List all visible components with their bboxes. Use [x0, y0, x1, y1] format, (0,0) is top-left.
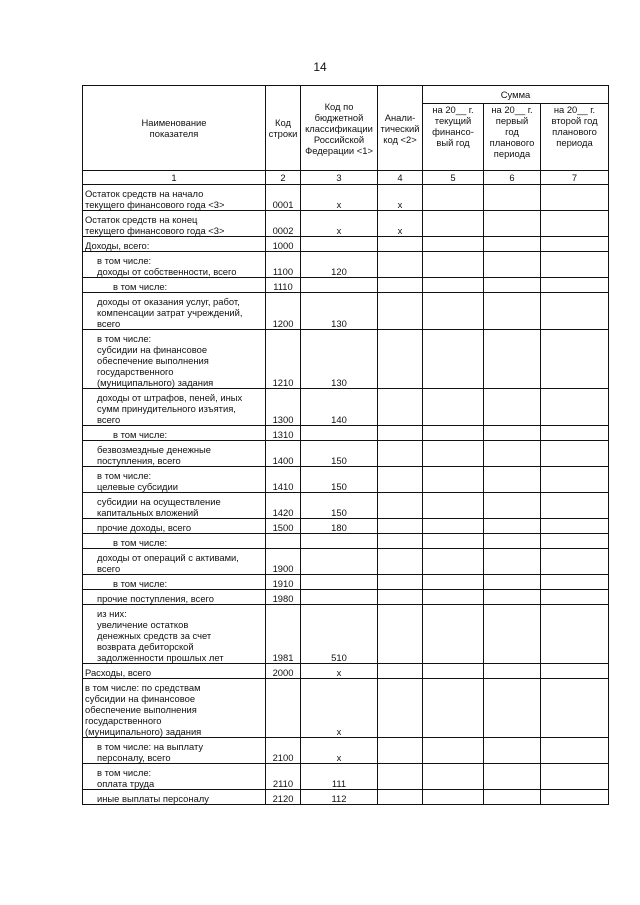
row-budget-code [301, 278, 378, 293]
row-name: в том числе: [83, 278, 266, 293]
row-sum-plan-2 [541, 185, 609, 211]
table-row [83, 764, 609, 790]
column-number-row [83, 171, 609, 185]
row-code: 2120 [266, 790, 301, 805]
row-analytic-code [378, 330, 423, 389]
row-sum-plan-1 [484, 252, 541, 278]
row-code: 1981 [266, 605, 301, 664]
row-code: 1500 [266, 519, 301, 534]
table-row [83, 575, 609, 590]
column-number: 5 [423, 171, 484, 185]
row-code: 1310 [266, 426, 301, 441]
row-budget-code: x [301, 185, 378, 211]
row-analytic-code: x [378, 211, 423, 237]
row-name: в том числе: доходы от собственности, всего [83, 252, 266, 278]
row-sum-plan-2 [541, 467, 609, 493]
row-budget-code: x [301, 738, 378, 764]
row-analytic-code [378, 764, 423, 790]
row-code: 1900 [266, 549, 301, 575]
row-name: из них: увеличение остатков денежных средств за счет возврата дебиторской задолженности прошлых лет [83, 605, 266, 664]
row-name: Остаток средств на конец текущего финансового года <3> [83, 211, 266, 237]
row-sum-plan-2 [541, 664, 609, 679]
row-code: 1200 [266, 293, 301, 330]
row-analytic-code [378, 679, 423, 738]
row-analytic-code [378, 237, 423, 252]
header-year-current: на 20__ г. текущий финансо- вый год [423, 104, 484, 171]
row-code: 2110 [266, 764, 301, 790]
row-code: 1420 [266, 493, 301, 519]
row-sum-plan-1 [484, 519, 541, 534]
header-year-plan-2: на 20__ г. второй год планового периода [541, 104, 609, 171]
row-sum-current [423, 764, 484, 790]
row-analytic-code [378, 426, 423, 441]
column-number: 6 [484, 171, 541, 185]
row-sum-current [423, 790, 484, 805]
row-code: 2100 [266, 738, 301, 764]
row-budget-code: 150 [301, 493, 378, 519]
row-code: 1000 [266, 237, 301, 252]
row-budget-code [301, 237, 378, 252]
row-sum-plan-2 [541, 790, 609, 805]
column-number: 4 [378, 171, 423, 185]
table-row [83, 738, 609, 764]
row-sum-plan-1 [484, 679, 541, 738]
row-sum-plan-1 [484, 389, 541, 426]
table-row [83, 664, 609, 679]
row-budget-code [301, 549, 378, 575]
row-sum-plan-2 [541, 211, 609, 237]
row-sum-current [423, 605, 484, 664]
financial-plan-table [82, 85, 609, 805]
table-row [83, 549, 609, 575]
row-code [266, 679, 301, 738]
row-sum-plan-2 [541, 493, 609, 519]
row-sum-plan-1 [484, 293, 541, 330]
row-budget-code: 180 [301, 519, 378, 534]
header-sum: Сумма [423, 86, 609, 104]
row-analytic-code [378, 534, 423, 549]
row-sum-plan-2 [541, 330, 609, 389]
row-code: 0001 [266, 185, 301, 211]
row-code: 1110 [266, 278, 301, 293]
row-analytic-code [378, 389, 423, 426]
row-code: 1210 [266, 330, 301, 389]
row-code: 1300 [266, 389, 301, 426]
row-budget-code [301, 534, 378, 549]
row-budget-code [301, 426, 378, 441]
row-sum-plan-2 [541, 441, 609, 467]
table-body [83, 185, 609, 805]
row-sum-plan-1 [484, 764, 541, 790]
row-sum-current [423, 426, 484, 441]
row-sum-plan-2 [541, 426, 609, 441]
column-number: 1 [83, 171, 266, 185]
row-sum-plan-2 [541, 278, 609, 293]
row-budget-code [301, 590, 378, 605]
table-row [83, 278, 609, 293]
row-budget-code [301, 575, 378, 590]
row-sum-plan-2 [541, 764, 609, 790]
row-name: субсидии на осуществление капитальных вложений [83, 493, 266, 519]
row-analytic-code [378, 549, 423, 575]
row-name: в том числе: на выплату персоналу, всего [83, 738, 266, 764]
row-sum-current [423, 389, 484, 426]
row-code: 1410 [266, 467, 301, 493]
table-row [83, 211, 609, 237]
row-name: доходы от оказания услуг, работ, компенсации затрат учреждений, всего [83, 293, 266, 330]
row-sum-current [423, 664, 484, 679]
row-analytic-code [378, 575, 423, 590]
row-budget-code: x [301, 679, 378, 738]
row-sum-plan-2 [541, 575, 609, 590]
column-number: 3 [301, 171, 378, 185]
row-sum-plan-2 [541, 237, 609, 252]
row-name: доходы от операций с активами, всего [83, 549, 266, 575]
row-sum-plan-1 [484, 211, 541, 237]
row-analytic-code [378, 493, 423, 519]
row-sum-plan-2 [541, 293, 609, 330]
row-sum-plan-1 [484, 534, 541, 549]
row-sum-plan-1 [484, 467, 541, 493]
row-sum-plan-2 [541, 252, 609, 278]
row-code: 1910 [266, 575, 301, 590]
row-analytic-code [378, 664, 423, 679]
table-row [83, 389, 609, 426]
row-sum-current [423, 493, 484, 519]
table-row [83, 519, 609, 534]
row-name: в том числе: субсидии на финансовое обеспечение выполнения государственного (муниципального) задания [83, 330, 266, 389]
row-code: 1100 [266, 252, 301, 278]
table-row [83, 441, 609, 467]
row-sum-current [423, 278, 484, 293]
row-sum-current [423, 549, 484, 575]
row-name: доходы от штрафов, пеней, иных сумм принудительного изъятия, всего [83, 389, 266, 426]
row-sum-current [423, 519, 484, 534]
row-name: в том числе: [83, 534, 266, 549]
row-budget-code: 120 [301, 252, 378, 278]
table-row [83, 237, 609, 252]
table-row [83, 330, 609, 389]
row-budget-code: 112 [301, 790, 378, 805]
row-sum-current [423, 467, 484, 493]
row-sum-plan-1 [484, 549, 541, 575]
row-analytic-code [378, 278, 423, 293]
row-sum-current [423, 252, 484, 278]
row-code: 0002 [266, 211, 301, 237]
header-name: Наименование показателя [83, 86, 266, 171]
row-sum-plan-1 [484, 441, 541, 467]
row-analytic-code: x [378, 185, 423, 211]
row-analytic-code [378, 738, 423, 764]
table-row [83, 185, 609, 211]
table-row [83, 590, 609, 605]
row-sum-current [423, 679, 484, 738]
row-sum-plan-1 [484, 278, 541, 293]
row-sum-current [423, 534, 484, 549]
row-name: в том числе: по средствам субсидии на финансовое обеспечение выполнения государственного (муниципального) задания [83, 679, 266, 738]
column-number: 2 [266, 171, 301, 185]
row-sum-plan-1 [484, 590, 541, 605]
row-budget-code: 510 [301, 605, 378, 664]
row-budget-code: 140 [301, 389, 378, 426]
row-name: иные выплаты персоналу [83, 790, 266, 805]
row-sum-plan-1 [484, 185, 541, 211]
row-sum-plan-2 [541, 679, 609, 738]
row-analytic-code [378, 790, 423, 805]
row-analytic-code [378, 467, 423, 493]
row-sum-plan-2 [541, 534, 609, 549]
row-sum-plan-1 [484, 493, 541, 519]
row-sum-current [423, 575, 484, 590]
row-name: Расходы, всего [83, 664, 266, 679]
header-analytic-code: Анали- тический код <2> [378, 86, 423, 171]
row-sum-plan-1 [484, 605, 541, 664]
row-code [266, 534, 301, 549]
row-sum-current [423, 211, 484, 237]
row-sum-plan-1 [484, 738, 541, 764]
row-analytic-code [378, 441, 423, 467]
row-sum-plan-2 [541, 519, 609, 534]
table-row [83, 605, 609, 664]
row-analytic-code [378, 293, 423, 330]
row-sum-plan-1 [484, 330, 541, 389]
row-sum-current [423, 738, 484, 764]
table-row [83, 293, 609, 330]
row-analytic-code [378, 605, 423, 664]
row-budget-code: x [301, 664, 378, 679]
row-budget-code: 130 [301, 293, 378, 330]
table-row [83, 679, 609, 738]
table-row [83, 467, 609, 493]
row-analytic-code [378, 590, 423, 605]
table-row [83, 534, 609, 549]
row-name: безвозмездные денежные поступления, всего [83, 441, 266, 467]
page-number: 14 [313, 60, 327, 74]
row-sum-current [423, 237, 484, 252]
row-name: Остаток средств на начало текущего финансового года <3> [83, 185, 266, 211]
row-budget-code: x [301, 211, 378, 237]
row-sum-current [423, 441, 484, 467]
header-line-code: Код строки [266, 86, 301, 171]
row-analytic-code [378, 519, 423, 534]
row-name: прочие доходы, всего [83, 519, 266, 534]
row-sum-current [423, 590, 484, 605]
row-budget-code: 130 [301, 330, 378, 389]
row-sum-plan-1 [484, 790, 541, 805]
row-sum-plan-2 [541, 738, 609, 764]
row-budget-code: 111 [301, 764, 378, 790]
table-row [83, 790, 609, 805]
row-sum-current [423, 293, 484, 330]
row-name: в том числе: оплата труда [83, 764, 266, 790]
row-budget-code: 150 [301, 467, 378, 493]
row-sum-current [423, 330, 484, 389]
row-sum-plan-1 [484, 237, 541, 252]
row-name: в том числе: [83, 426, 266, 441]
table-row [83, 426, 609, 441]
row-sum-plan-2 [541, 590, 609, 605]
row-name: прочие поступления, всего [83, 590, 266, 605]
row-sum-plan-1 [484, 426, 541, 441]
row-sum-plan-2 [541, 389, 609, 426]
column-number: 7 [541, 171, 609, 185]
row-code: 1980 [266, 590, 301, 605]
row-name: в том числе: целевые субсидии [83, 467, 266, 493]
row-sum-plan-2 [541, 549, 609, 575]
row-code: 1400 [266, 441, 301, 467]
header-budget-code: Код по бюджетной классификации Российской Федерации <1> [301, 86, 378, 171]
table-row [83, 252, 609, 278]
row-sum-plan-1 [484, 664, 541, 679]
row-analytic-code [378, 252, 423, 278]
row-code: 2000 [266, 664, 301, 679]
header-year-plan-1: на 20__ г. первый год планового периода [484, 104, 541, 171]
row-sum-current [423, 185, 484, 211]
row-sum-plan-2 [541, 605, 609, 664]
row-name: в том числе: [83, 575, 266, 590]
table-row [83, 493, 609, 519]
row-sum-plan-1 [484, 575, 541, 590]
row-name: Доходы, всего: [83, 237, 266, 252]
row-budget-code: 150 [301, 441, 378, 467]
